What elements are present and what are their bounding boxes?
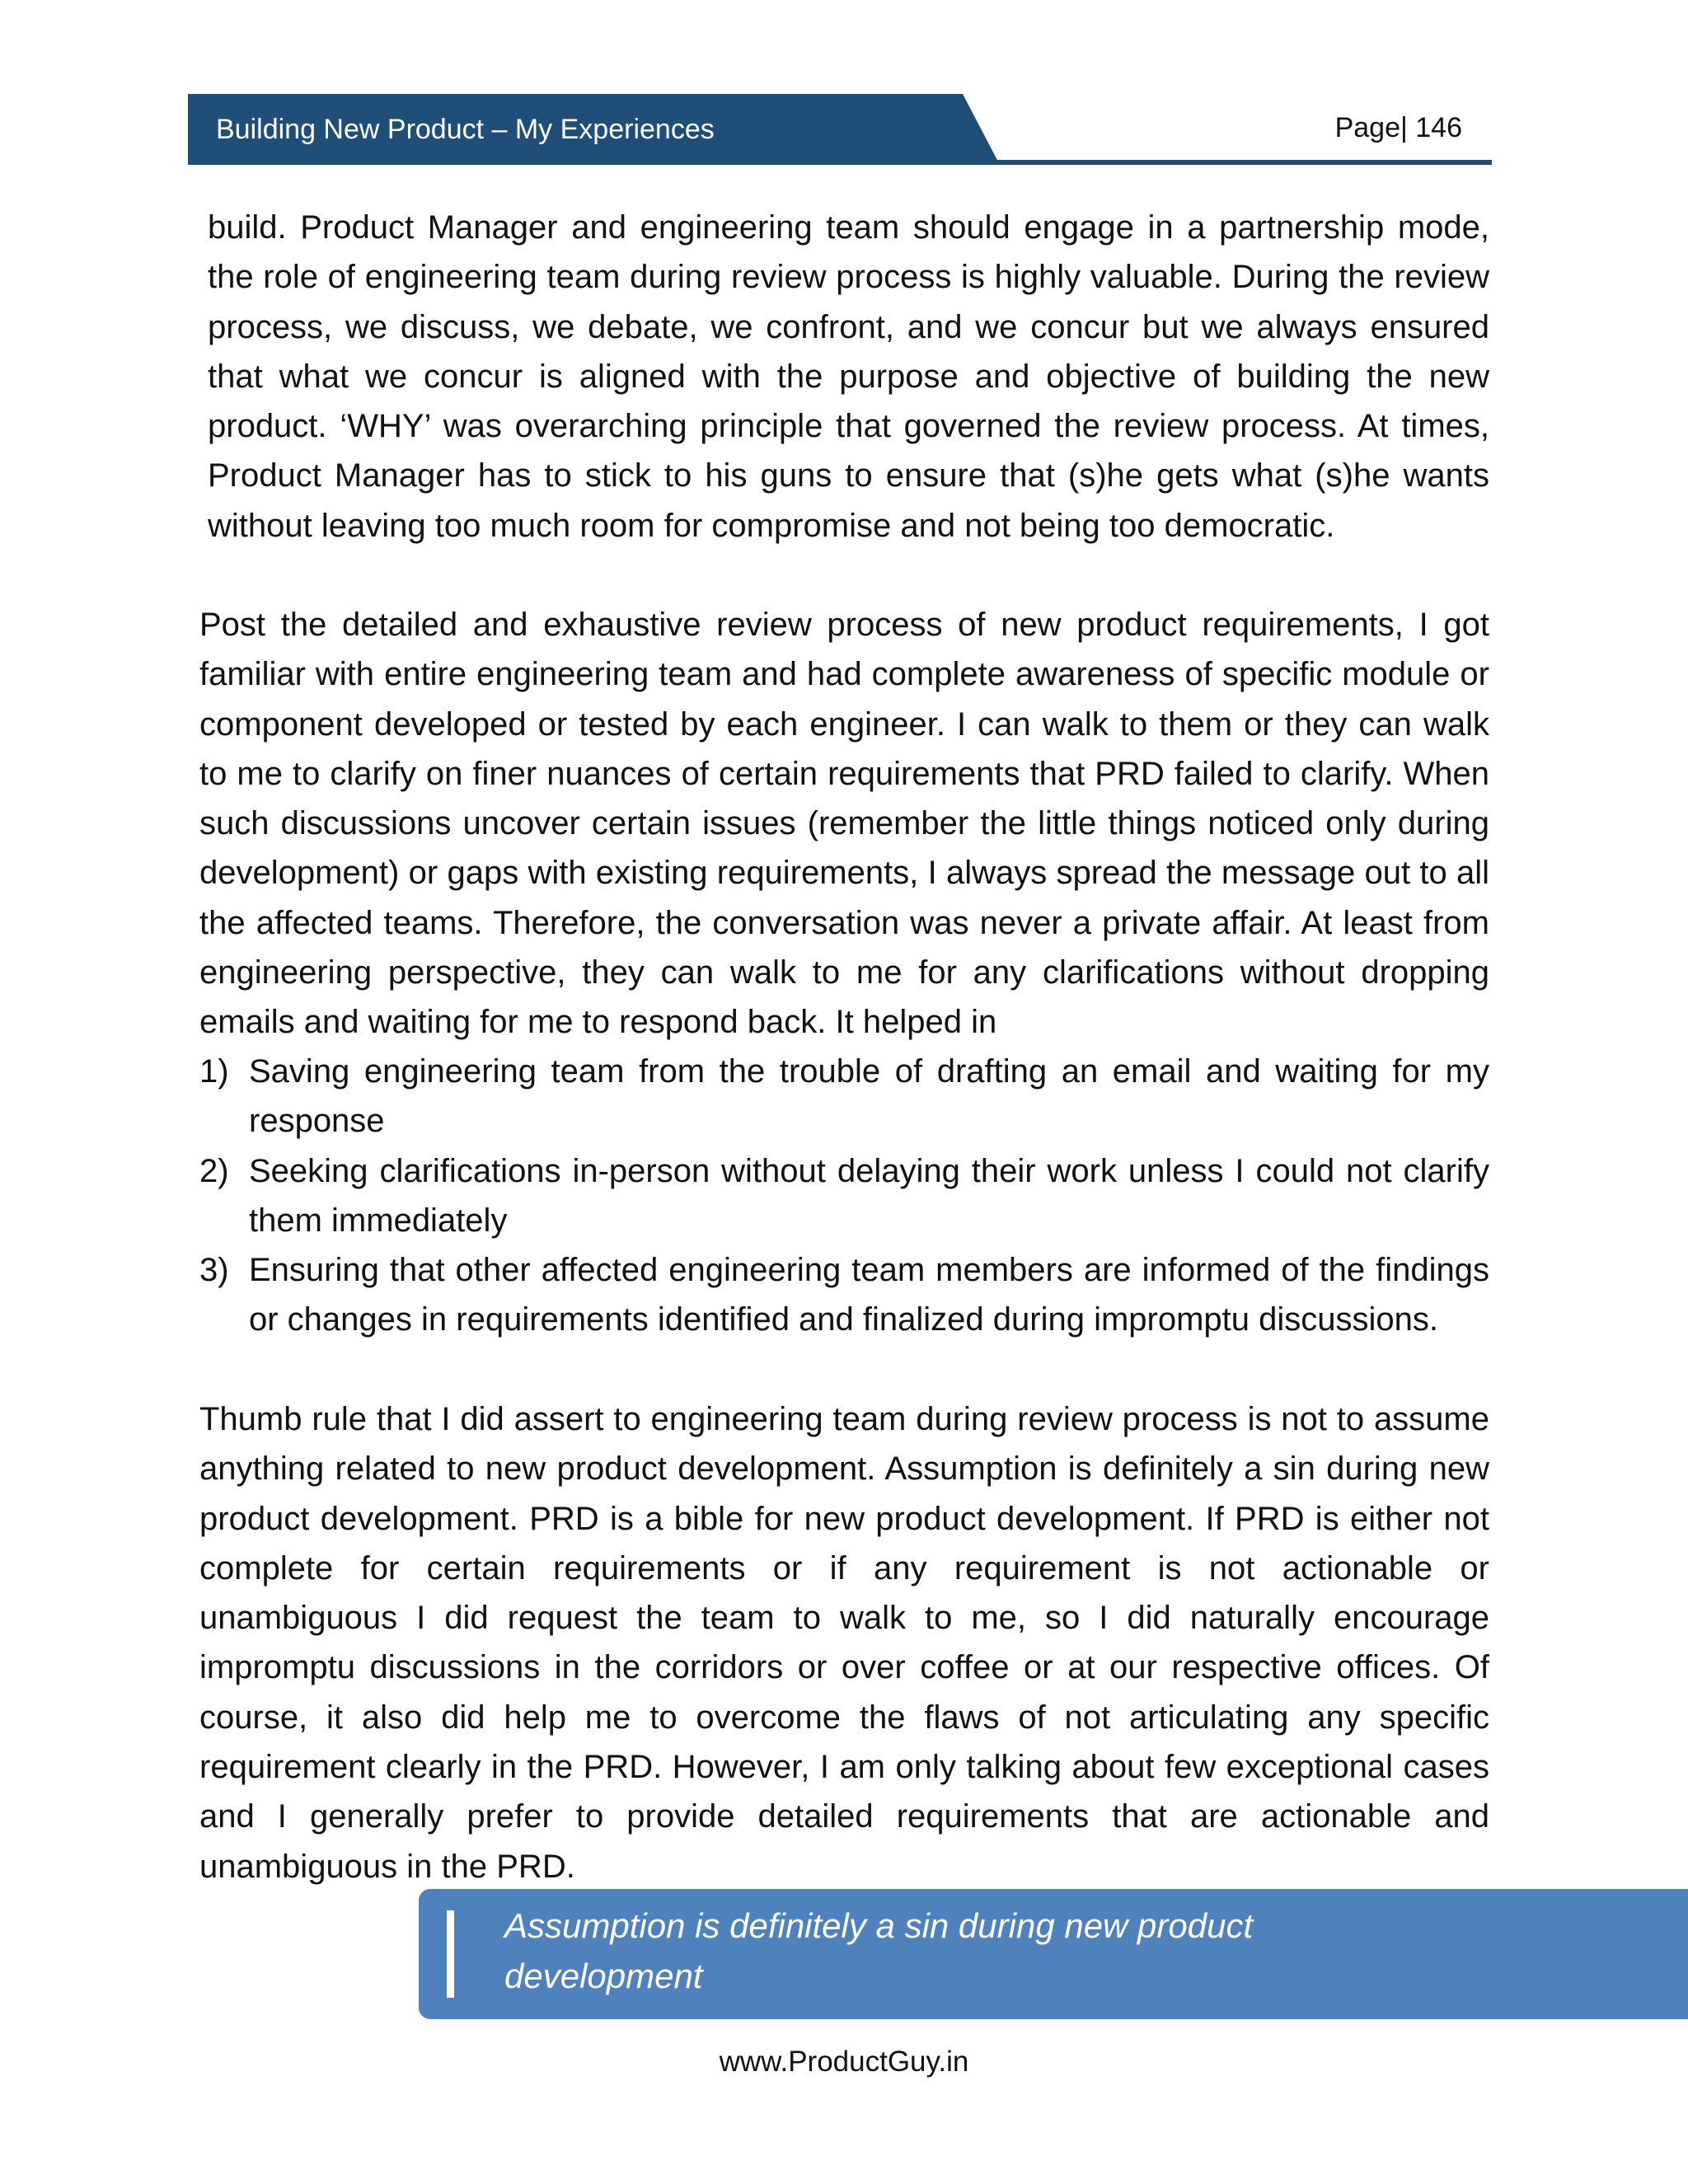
header-rule [996,160,1492,165]
list-item [199,1245,1489,1345]
list-item-text: Saving engineering team from the trouble of drafting an email and waiting for my response [249,1053,1489,1140]
list-item [199,1146,1489,1246]
callout-accent-bar [447,1910,454,1998]
footer-url: www.ProductGuy.in [719,2046,969,2078]
paragraph-1: build. Product Manager and engineering team should engage in a partnership mode, the role of engineering team during review process is highly valuable. During the review process, we discuss, we debate, we confront, and we concur but we always ensured that what we concur is aligned with the purpose and objective of building the new product. ‘WHY’ was overarching principle that governed the review process. At times, Product Manager has to stick to his guns to ensure that (s)he gets what (s)he wants without leaving too much room for compromise and not being too democratic. [208,209,1489,544]
list-item-number: 3) [199,1252,229,1289]
pull-quote-callout [419,1889,1688,2019]
page-header [188,94,1492,166]
list-item-number: 2) [199,1152,229,1189]
list-item [199,1047,1489,1146]
benefits-list [199,1047,1489,1345]
list-item-text: Seeking clarifications in-person without delaying their work unless I could not clarify them immediately [249,1152,1489,1239]
page-number: Page| 146 [1334,112,1462,143]
paragraph-2: Post the detailed and exhaustive review process of new product requirements, I got familiar with entire engineering team and had complete awareness of specific module or component developed or tested by each engineer. I can walk to them or they can walk to me to clarify on finer nuances of certain requirements that PRD failed to clarify. When such discussions uncover certain issues (remember the little things noticed only during development) or gaps with existing requirements, I always spread the message out to all the affected teams. Therefore, the conversation was never a private affair. At least from engineering perspective, they can walk to me for any clarifications without dropping emails and waiting for me to respond back. It helped in [199,607,1489,1041]
book-title: Building New Product – My Experiences [216,114,715,145]
callout-quote: Assumption is definitely a sin during new product development [504,1906,1254,1995]
list-item-number: 1) [199,1053,229,1090]
list-item-text: Ensuring that other affected engineering team members are informed of the findings or changes in requirements identified and finalized during impromptu discussions. [249,1252,1489,1338]
paragraph-3: Thumb rule that I did assert to engineering team during review process is not to assume anything related to new product development. Assumption is definitely a sin during new product development. PRD is a bible for new product development. If PRD is either not complete for certain requirements or if any requirement is not actionable or unambiguous I did request the team to walk to me, so I did naturally encourage impromptu discussions in the corridors or over coffee or at our respective offices. Of course, it also did help me to overcome the flaws of not articulating any specific requirement clearly in the PRD. However, I am only talking about few exceptional cases and I generally prefer to provide detailed requirements that are actionable and unambiguous in the PRD. [199,1401,1489,1885]
